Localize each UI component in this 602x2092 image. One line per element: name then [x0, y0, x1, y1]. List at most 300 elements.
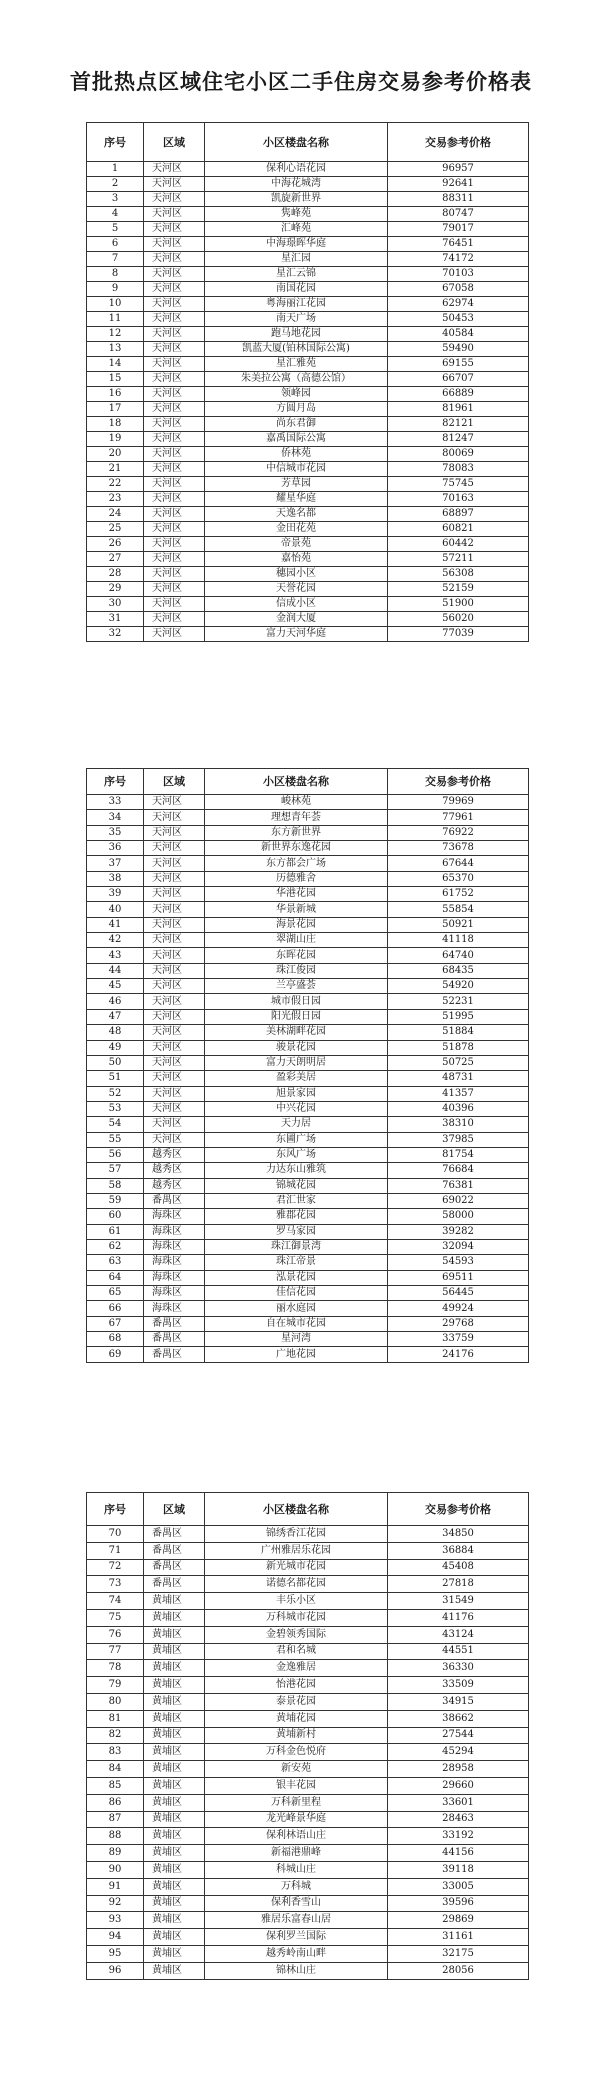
- row-index: 8: [87, 267, 144, 282]
- estate-name: 阳光假日园: [205, 1009, 388, 1024]
- district: 天河区: [144, 887, 205, 902]
- estate-name: 怡港花园: [205, 1677, 388, 1694]
- estate-name: 历德雅舍: [205, 871, 388, 886]
- row-index: 89: [87, 1845, 144, 1862]
- table-row: [87, 342, 529, 357]
- table-row: [87, 1777, 529, 1794]
- table-row: [87, 1912, 529, 1929]
- table-row: [87, 1811, 529, 1828]
- district: 天河区: [144, 192, 205, 207]
- table-row: [87, 1270, 529, 1285]
- district: 天河区: [144, 282, 205, 297]
- table-row: [87, 1117, 529, 1132]
- reference-price: 49924: [388, 1301, 529, 1316]
- estate-name: 银丰花园: [205, 1777, 388, 1794]
- district: 天河区: [144, 1132, 205, 1147]
- district: 天河区: [144, 447, 205, 462]
- district: 黄埔区: [144, 1912, 205, 1929]
- reference-price: 39282: [388, 1224, 529, 1239]
- row-index: 57: [87, 1163, 144, 1178]
- reference-price: 96957: [388, 162, 529, 177]
- reference-price: 66707: [388, 372, 529, 387]
- row-index: 39: [87, 887, 144, 902]
- estate-name: 旭景家园: [205, 1086, 388, 1101]
- table-row: [87, 1101, 529, 1116]
- reference-price: 40396: [388, 1101, 529, 1116]
- estate-name: 锦林山庄: [205, 1962, 388, 1979]
- district: 天河区: [144, 963, 205, 978]
- table-row: [87, 810, 529, 825]
- district: 天河区: [144, 237, 205, 252]
- estate-name: 保利罗兰国际: [205, 1929, 388, 1946]
- table-row: [87, 1559, 529, 1576]
- district: 黄埔区: [144, 1962, 205, 1979]
- table-row: [87, 1744, 529, 1761]
- table-row: [87, 1316, 529, 1331]
- reference-price: 52159: [388, 582, 529, 597]
- reference-price: 58000: [388, 1209, 529, 1224]
- header-estate-name: 小区楼盘名称: [205, 1493, 388, 1526]
- table-row: [87, 162, 529, 177]
- table-row: [87, 552, 529, 567]
- estate-name: 凯蓝大厦(铂林国际公寓): [205, 342, 388, 357]
- row-index: 1: [87, 162, 144, 177]
- district: 黄埔区: [144, 1626, 205, 1643]
- estate-name: 华港花园: [205, 887, 388, 902]
- table-row: [87, 432, 529, 447]
- estate-name: 新安苑: [205, 1761, 388, 1778]
- reference-price: 50921: [388, 917, 529, 932]
- reference-price: 57211: [388, 552, 529, 567]
- header-estate-name: 小区楼盘名称: [205, 769, 388, 795]
- district: 黄埔区: [144, 1878, 205, 1895]
- estate-name: 华景新城: [205, 902, 388, 917]
- district: 天河区: [144, 387, 205, 402]
- district: 黄埔区: [144, 1727, 205, 1744]
- table-row: [87, 1347, 529, 1362]
- estate-name: 万科城: [205, 1878, 388, 1895]
- reference-price: 34850: [388, 1526, 529, 1543]
- district: 黄埔区: [144, 1677, 205, 1694]
- reference-price: 29869: [388, 1912, 529, 1929]
- reference-price: 73678: [388, 841, 529, 856]
- table-row: [87, 1626, 529, 1643]
- table-row: [87, 1878, 529, 1895]
- reference-price: 28463: [388, 1811, 529, 1828]
- reference-price: 80069: [388, 447, 529, 462]
- table-row: [87, 1132, 529, 1147]
- table-row: [87, 979, 529, 994]
- reference-price: 32094: [388, 1239, 529, 1254]
- table-row: [87, 312, 529, 327]
- district: 天河区: [144, 979, 205, 994]
- row-index: 44: [87, 963, 144, 978]
- district: 天河区: [144, 1071, 205, 1086]
- district: 天河区: [144, 1040, 205, 1055]
- reference-price: 33509: [388, 1677, 529, 1694]
- district: 越秀区: [144, 1178, 205, 1193]
- district: 天河区: [144, 825, 205, 840]
- district: 越秀区: [144, 1147, 205, 1162]
- estate-name: 力达东山雅筑: [205, 1163, 388, 1178]
- district: 黄埔区: [144, 1945, 205, 1962]
- reference-price: 51884: [388, 1025, 529, 1040]
- estate-name: 帝景苑: [205, 537, 388, 552]
- table-row: [87, 177, 529, 192]
- table-row: [87, 1794, 529, 1811]
- reference-price: 36330: [388, 1660, 529, 1677]
- estate-name: 城市假日园: [205, 994, 388, 1009]
- price-table-1: [86, 122, 529, 642]
- row-index: 91: [87, 1878, 144, 1895]
- reference-price: 45294: [388, 1744, 529, 1761]
- district: 黄埔区: [144, 1794, 205, 1811]
- estate-name: 东圃广场: [205, 1132, 388, 1147]
- table-row: [87, 963, 529, 978]
- row-index: 17: [87, 402, 144, 417]
- estate-name: 南国花园: [205, 282, 388, 297]
- reference-price: 54593: [388, 1255, 529, 1270]
- district: 天河区: [144, 612, 205, 627]
- table-row: [87, 933, 529, 948]
- table-row: [87, 267, 529, 282]
- header-reference-price: 交易参考价格: [388, 123, 529, 162]
- district: 天河区: [144, 902, 205, 917]
- district: 天河区: [144, 462, 205, 477]
- table-row: [87, 1178, 529, 1193]
- reference-price: 52231: [388, 994, 529, 1009]
- estate-name: 丰乐小区: [205, 1593, 388, 1610]
- district: 天河区: [144, 297, 205, 312]
- estate-name: 理想青年荟: [205, 810, 388, 825]
- row-index: 74: [87, 1593, 144, 1610]
- row-index: 56: [87, 1147, 144, 1162]
- estate-name: 海景花园: [205, 917, 388, 932]
- district: 天河区: [144, 1025, 205, 1040]
- row-index: 62: [87, 1239, 144, 1254]
- row-index: 45: [87, 979, 144, 994]
- table-row: [87, 192, 529, 207]
- table-row: [87, 402, 529, 417]
- row-index: 40: [87, 902, 144, 917]
- reference-price: 92641: [388, 177, 529, 192]
- estate-name: 金润大厦: [205, 612, 388, 627]
- estate-name: 万科新里程: [205, 1794, 388, 1811]
- reference-price: 44156: [388, 1845, 529, 1862]
- row-index: 14: [87, 357, 144, 372]
- district: 天河区: [144, 841, 205, 856]
- reference-price: 48731: [388, 1071, 529, 1086]
- table-row: [87, 297, 529, 312]
- district: 番禺区: [144, 1316, 205, 1331]
- row-index: 43: [87, 948, 144, 963]
- table-row: [87, 1761, 529, 1778]
- estate-name: 锦城花园: [205, 1178, 388, 1193]
- district: 天河区: [144, 871, 205, 886]
- estate-name: 中兴花园: [205, 1101, 388, 1116]
- reference-price: 27544: [388, 1727, 529, 1744]
- row-index: 10: [87, 297, 144, 312]
- district: 黄埔区: [144, 1777, 205, 1794]
- estate-name: 美林湖畔花园: [205, 1025, 388, 1040]
- row-index: 90: [87, 1861, 144, 1878]
- district: 天河区: [144, 477, 205, 492]
- header-district: 区域: [144, 123, 205, 162]
- row-index: 5: [87, 222, 144, 237]
- table-row: [87, 1895, 529, 1912]
- header-reference-price: 交易参考价格: [388, 769, 529, 795]
- district: 天河区: [144, 522, 205, 537]
- row-index: 58: [87, 1178, 144, 1193]
- row-index: 84: [87, 1761, 144, 1778]
- reference-price: 39118: [388, 1861, 529, 1878]
- table-row: [87, 492, 529, 507]
- reference-price: 31549: [388, 1593, 529, 1610]
- table-row: [87, 1286, 529, 1301]
- table-body: [87, 162, 529, 642]
- reference-price: 78083: [388, 462, 529, 477]
- reference-price: 65370: [388, 871, 529, 886]
- reference-price: 70103: [388, 267, 529, 282]
- district: 海珠区: [144, 1209, 205, 1224]
- estate-name: 黄埔新村: [205, 1727, 388, 1744]
- reference-price: 76922: [388, 825, 529, 840]
- district: 番禺区: [144, 1347, 205, 1362]
- district: 越秀区: [144, 1163, 205, 1178]
- estate-name: 东风广场: [205, 1147, 388, 1162]
- table-row: [87, 1301, 529, 1316]
- row-index: 51: [87, 1071, 144, 1086]
- district: 番禺区: [144, 1193, 205, 1208]
- district: 番禺区: [144, 1576, 205, 1593]
- row-index: 26: [87, 537, 144, 552]
- district: 黄埔区: [144, 1845, 205, 1862]
- row-index: 31: [87, 612, 144, 627]
- district: 天河区: [144, 357, 205, 372]
- estate-name: 保利香雪山: [205, 1895, 388, 1912]
- district: 黄埔区: [144, 1828, 205, 1845]
- table-header-row: [87, 123, 529, 162]
- header-index: 序号: [87, 769, 144, 795]
- reference-price: 56020: [388, 612, 529, 627]
- reference-price: 51878: [388, 1040, 529, 1055]
- table-header-row: [87, 1493, 529, 1526]
- table-row: [87, 597, 529, 612]
- table-row: [87, 1163, 529, 1178]
- table-row: [87, 1828, 529, 1845]
- district: 天河区: [144, 933, 205, 948]
- reference-price: 43124: [388, 1626, 529, 1643]
- district: 天河区: [144, 342, 205, 357]
- reference-price: 82121: [388, 417, 529, 432]
- estate-name: 佳信花园: [205, 1286, 388, 1301]
- table-row: [87, 507, 529, 522]
- row-index: 87: [87, 1811, 144, 1828]
- district: 天河区: [144, 597, 205, 612]
- table-row: [87, 795, 529, 810]
- row-index: 82: [87, 1727, 144, 1744]
- estate-name: 新光城市花园: [205, 1559, 388, 1576]
- reference-price: 33192: [388, 1828, 529, 1845]
- district: 天河区: [144, 402, 205, 417]
- district: 番禺区: [144, 1542, 205, 1559]
- table-row: [87, 522, 529, 537]
- district: 天河区: [144, 1009, 205, 1024]
- estate-name: 珠江御景湾: [205, 1239, 388, 1254]
- estate-name: 粤海丽江花园: [205, 297, 388, 312]
- table-row: [87, 1040, 529, 1055]
- table-row: [87, 1209, 529, 1224]
- reference-price: 88311: [388, 192, 529, 207]
- row-index: 86: [87, 1794, 144, 1811]
- row-index: 15: [87, 372, 144, 387]
- row-index: 13: [87, 342, 144, 357]
- estate-name: 泰景花园: [205, 1693, 388, 1710]
- row-index: 27: [87, 552, 144, 567]
- district: 番禺区: [144, 1559, 205, 1576]
- table-row: [87, 567, 529, 582]
- reference-price: 34915: [388, 1693, 529, 1710]
- reference-price: 76684: [388, 1163, 529, 1178]
- estate-name: 君和名城: [205, 1643, 388, 1660]
- estate-name: 珠江俊园: [205, 963, 388, 978]
- table-row: [87, 825, 529, 840]
- row-index: 88: [87, 1828, 144, 1845]
- district: 天河区: [144, 537, 205, 552]
- reference-price: 80747: [388, 207, 529, 222]
- table-row: [87, 1710, 529, 1727]
- price-table-2: [86, 768, 529, 1363]
- table-row: [87, 1071, 529, 1086]
- reference-price: 81754: [388, 1147, 529, 1162]
- table-row: [87, 282, 529, 297]
- estate-name: 保利林语山庄: [205, 1828, 388, 1845]
- table-row: [87, 1009, 529, 1024]
- table-row: [87, 948, 529, 963]
- estate-name: 凯旋新世界: [205, 192, 388, 207]
- district: 天河区: [144, 567, 205, 582]
- estate-name: 穗园小区: [205, 567, 388, 582]
- page-title: 首批热点区域住宅小区二手住房交易参考价格表: [70, 69, 532, 94]
- row-index: 35: [87, 825, 144, 840]
- reference-price: 40584: [388, 327, 529, 342]
- header-index: 序号: [87, 1493, 144, 1526]
- table-row: [87, 1255, 529, 1270]
- district: 天河区: [144, 1101, 205, 1116]
- row-index: 59: [87, 1193, 144, 1208]
- row-index: 19: [87, 432, 144, 447]
- table-row: [87, 841, 529, 856]
- reference-price: 75745: [388, 477, 529, 492]
- table-row: [87, 871, 529, 886]
- row-index: 67: [87, 1316, 144, 1331]
- row-index: 96: [87, 1962, 144, 1979]
- estate-name: 雅郡花园: [205, 1209, 388, 1224]
- reference-price: 69511: [388, 1270, 529, 1285]
- reference-price: 28958: [388, 1761, 529, 1778]
- district: 黄埔区: [144, 1693, 205, 1710]
- district: 天河区: [144, 507, 205, 522]
- reference-price: 59490: [388, 342, 529, 357]
- reference-price: 60442: [388, 537, 529, 552]
- header-district: 区域: [144, 769, 205, 795]
- row-index: 70: [87, 1526, 144, 1543]
- table-row: [87, 1332, 529, 1347]
- table-row: [87, 1962, 529, 1979]
- district: 黄埔区: [144, 1609, 205, 1626]
- estate-name: 汇峰苑: [205, 222, 388, 237]
- row-index: 33: [87, 795, 144, 810]
- table-row: [87, 207, 529, 222]
- estate-name: 东方都会广场: [205, 856, 388, 871]
- row-index: 50: [87, 1055, 144, 1070]
- district: 海珠区: [144, 1224, 205, 1239]
- row-index: 83: [87, 1744, 144, 1761]
- estate-name: 骏景花园: [205, 1040, 388, 1055]
- reference-price: 41357: [388, 1086, 529, 1101]
- table-row: [87, 1542, 529, 1559]
- table-row: [87, 447, 529, 462]
- estate-name: 富力天河华庭: [205, 627, 388, 642]
- row-index: 73: [87, 1576, 144, 1593]
- estate-name: 万科金色悦府: [205, 1744, 388, 1761]
- row-index: 6: [87, 237, 144, 252]
- district: 黄埔区: [144, 1929, 205, 1946]
- row-index: 92: [87, 1895, 144, 1912]
- estate-name: 新福港鼎峰: [205, 1845, 388, 1862]
- estate-name: 龙光峰景华庭: [205, 1811, 388, 1828]
- row-index: 93: [87, 1912, 144, 1929]
- row-index: 85: [87, 1777, 144, 1794]
- estate-name: 科城山庄: [205, 1861, 388, 1878]
- row-index: 22: [87, 477, 144, 492]
- table-row: [87, 887, 529, 902]
- district: 天河区: [144, 1086, 205, 1101]
- estate-name: 天逸名都: [205, 507, 388, 522]
- reference-price: 44551: [388, 1643, 529, 1660]
- district: 黄埔区: [144, 1593, 205, 1610]
- row-index: 95: [87, 1945, 144, 1962]
- row-index: 66: [87, 1301, 144, 1316]
- table-row: [87, 1643, 529, 1660]
- district: 天河区: [144, 267, 205, 282]
- reference-price: 39596: [388, 1895, 529, 1912]
- estate-name: 自在城市花园: [205, 1316, 388, 1331]
- estate-name: 中海花城湾: [205, 177, 388, 192]
- reference-price: 54920: [388, 979, 529, 994]
- reference-price: 33759: [388, 1332, 529, 1347]
- district: 海珠区: [144, 1255, 205, 1270]
- district: 天河区: [144, 312, 205, 327]
- district: 天河区: [144, 252, 205, 267]
- reference-price: 69022: [388, 1193, 529, 1208]
- row-index: 80: [87, 1693, 144, 1710]
- reference-price: 81247: [388, 432, 529, 447]
- district: 天河区: [144, 1055, 205, 1070]
- district: 天河区: [144, 856, 205, 871]
- reference-price: 38662: [388, 1710, 529, 1727]
- estate-name: 东方新世界: [205, 825, 388, 840]
- table-row: [87, 1086, 529, 1101]
- estate-name: 兰亭盛荟: [205, 979, 388, 994]
- reference-price: 51995: [388, 1009, 529, 1024]
- district: 天河区: [144, 810, 205, 825]
- reference-price: 36884: [388, 1542, 529, 1559]
- estate-name: 星汇云锦: [205, 267, 388, 282]
- row-index: 55: [87, 1132, 144, 1147]
- estate-name: 越秀岭南山畔: [205, 1945, 388, 1962]
- reference-price: 56308: [388, 567, 529, 582]
